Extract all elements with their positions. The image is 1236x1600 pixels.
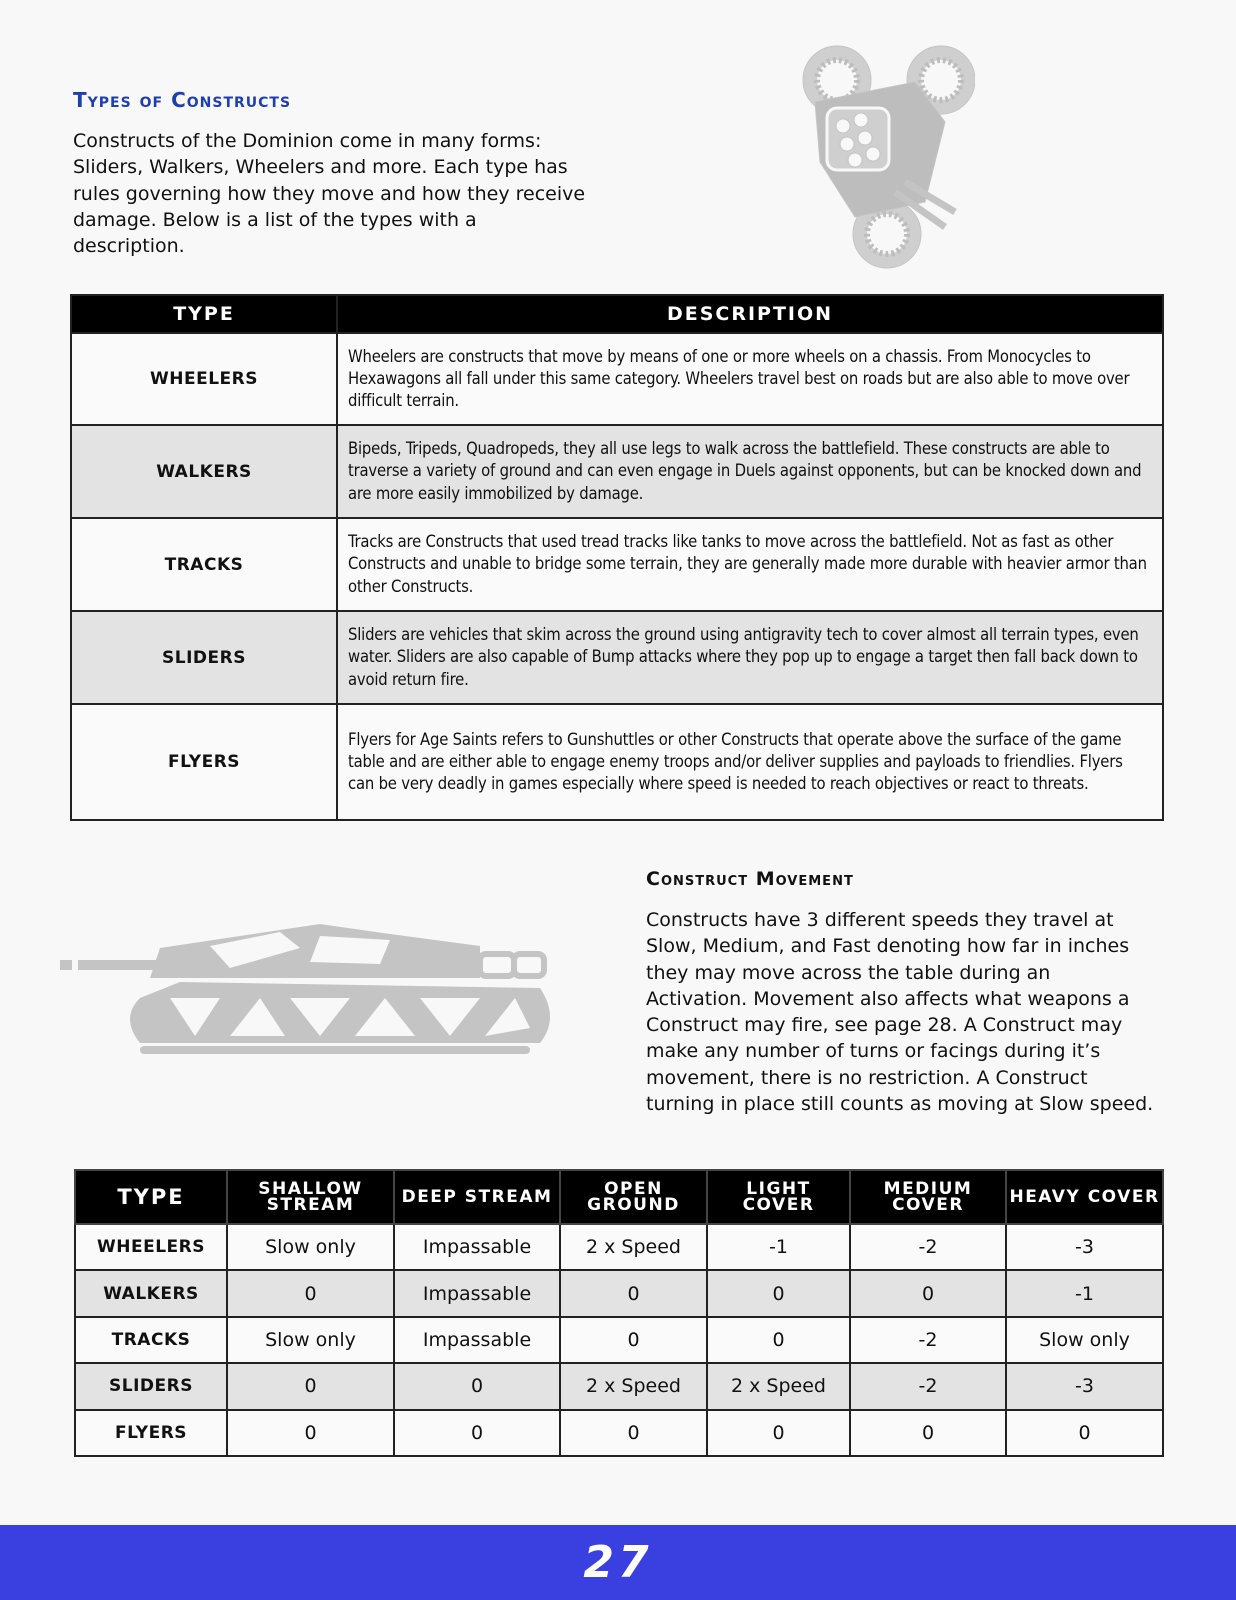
table-row xyxy=(75,1317,1163,1363)
table-row xyxy=(75,1410,1163,1456)
cell: Impassable xyxy=(394,1224,560,1270)
cell: 0 xyxy=(560,1317,707,1363)
column-header-shallow-stream: SHALLOW STREAM xyxy=(227,1170,394,1224)
intro-paragraph: Constructs of the Dominion come in many forms: Sliders, Walkers, Wheelers and more. Each type has rules governing how they move and how they receive damage. Below is a list of the types with a description. xyxy=(73,130,586,258)
cell: -3 xyxy=(1006,1363,1163,1409)
cell: 0 xyxy=(707,1410,850,1456)
row-type: SLIDERS xyxy=(75,1363,227,1409)
walker-construct-illustration xyxy=(795,42,975,272)
type-name: WHEELERS xyxy=(71,333,337,425)
table-row xyxy=(71,425,1163,518)
cell: -1 xyxy=(1006,1270,1163,1316)
type-description: Sliders are vehicles that skim across the ground using antigravity tech to cover almost all terrain types, even water. Sliders are also capable of Bump attacks where they pop up to engage a target then fall back down to avoid return fire. xyxy=(337,611,1163,704)
page-footer xyxy=(0,1525,1236,1600)
cell: 0 xyxy=(227,1270,394,1316)
cell: -2 xyxy=(850,1317,1006,1363)
table-row xyxy=(71,518,1163,611)
cell: -2 xyxy=(850,1224,1006,1270)
type-description: Bipeds, Tripeds, Quadropeds, they all use legs to walk across the battlefield. These constructs are able to traverse a variety of ground and can even engage in Duels against opponents, but can be knocked down and are more easily immobilized by damage. xyxy=(337,425,1163,518)
cell: 0 xyxy=(560,1270,707,1316)
cell: 0 xyxy=(394,1410,560,1456)
cell: 0 xyxy=(850,1410,1006,1456)
column-header-deep-stream: DEEP STREAM xyxy=(394,1170,560,1224)
cell: Slow only xyxy=(1006,1317,1163,1363)
cell: 2 x Speed xyxy=(560,1224,707,1270)
cell: 0 xyxy=(227,1410,394,1456)
type-name: SLIDERS xyxy=(71,611,337,704)
column-header-light-cover: LIGHT COVER xyxy=(707,1170,850,1224)
movement-heading: Construct Movement xyxy=(646,868,854,890)
type-name: TRACKS xyxy=(71,518,337,611)
cell: 0 xyxy=(1006,1410,1163,1456)
type-name: WALKERS xyxy=(71,425,337,518)
row-type: WALKERS xyxy=(75,1270,227,1316)
cell: Impassable xyxy=(394,1317,560,1363)
cell: 0 xyxy=(850,1270,1006,1316)
type-name: FLYERS xyxy=(71,704,337,820)
terrain-movement-table xyxy=(74,1169,1164,1457)
page-number: 27 xyxy=(583,1537,653,1588)
column-header-type: TYPE xyxy=(75,1170,227,1224)
cell: Impassable xyxy=(394,1270,560,1316)
tank-construct-illustration xyxy=(60,918,560,1068)
row-type: TRACKS xyxy=(75,1317,227,1363)
cell: 2 x Speed xyxy=(560,1363,707,1409)
column-header-heavy-cover: HEAVY COVER xyxy=(1006,1170,1163,1224)
column-header-type: TYPE xyxy=(71,295,337,333)
cell: -3 xyxy=(1006,1224,1163,1270)
cell: 2 x Speed xyxy=(707,1363,850,1409)
cell: -2 xyxy=(850,1363,1006,1409)
cell: 0 xyxy=(560,1410,707,1456)
cell: 0 xyxy=(394,1363,560,1409)
type-description: Tracks are Constructs that used tread tracks like tanks to move across the battlefield. Not as fast as other Constructs and unable to bridge some terrain, they are generally made more durable with heavier armor than other Constructs. xyxy=(337,518,1163,611)
column-header-medium-cover: MEDIUM COVER xyxy=(850,1170,1006,1224)
cell: 0 xyxy=(707,1270,850,1316)
cell: Slow only xyxy=(227,1224,394,1270)
column-header-description: DESCRIPTION xyxy=(337,295,1163,333)
movement-paragraph: Constructs have 3 different speeds they travel at Slow, Medium, and Fast denoting how far in inches they may move across the table during an Activation. Movement also affects what weapons a Construct may fire, see page 28. A Construct may make any number of turns or facings during it’s movement, there is no restriction. A Construct turning in place still counts as moving at Slow speed. xyxy=(646,909,1154,1116)
types-heading: Types of Constructs xyxy=(73,88,292,112)
cell: 0 xyxy=(707,1317,850,1363)
cell: 0 xyxy=(227,1363,394,1409)
construct-types-table xyxy=(70,294,1164,821)
row-type: FLYERS xyxy=(75,1410,227,1456)
cell: Slow only xyxy=(227,1317,394,1363)
table-row xyxy=(75,1363,1163,1409)
table-row xyxy=(75,1270,1163,1316)
table-row xyxy=(71,704,1163,820)
type-description: Flyers for Age Saints refers to Gunshuttles or other Constructs that operate above the surface of the game table and are either able to engage enemy troops and/or deliver supplies and payloads to friendlies. Flyers can be very deadly in games especially where speed is needed to reach objectives or react to threats. xyxy=(337,704,1163,820)
table-row xyxy=(71,333,1163,425)
row-type: WHEELERS xyxy=(75,1224,227,1270)
table-row xyxy=(75,1224,1163,1270)
type-description: Wheelers are constructs that move by means of one or more wheels on a chassis. From Monocycles to Hexawagons all fall under this same category. Wheelers travel best on roads but are also able to move over difficult terrain. xyxy=(337,333,1163,425)
cell: -1 xyxy=(707,1224,850,1270)
table-row xyxy=(71,611,1163,704)
column-header-open-ground: OPEN GROUND xyxy=(560,1170,707,1224)
